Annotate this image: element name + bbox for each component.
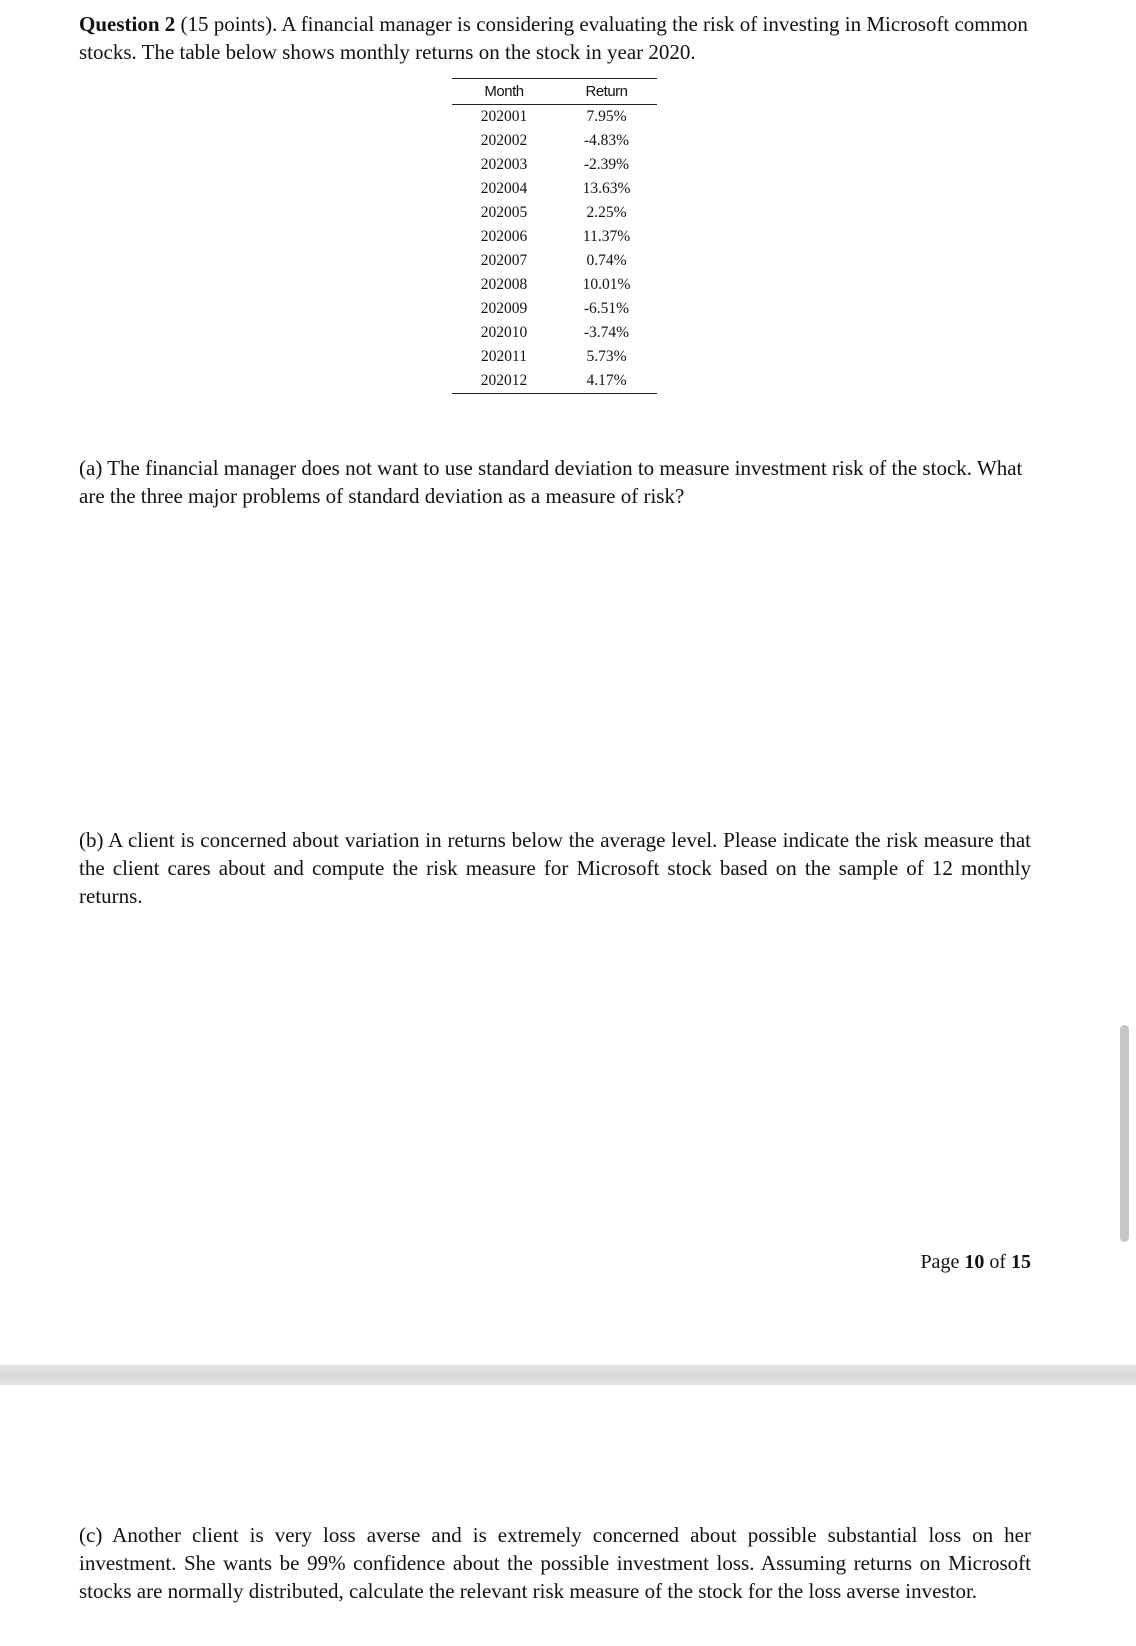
part-a-question: (a) The financial manager does not want to use standard deviation to measure investment risk of the stock. What are the three major problems of standard deviation as a measure of risk? bbox=[79, 456, 1023, 508]
month-cell: 202010 bbox=[480, 324, 528, 341]
table-row bbox=[452, 249, 657, 273]
month-cell: 202009 bbox=[480, 300, 528, 317]
month-cell: 202005 bbox=[480, 204, 528, 221]
vertical-scrollbar-thumb[interactable] bbox=[1120, 1025, 1129, 1242]
question-points: (15 points). bbox=[180, 12, 278, 36]
return-cell: 2.25% bbox=[586, 204, 627, 221]
return-cell: -3.74% bbox=[583, 324, 630, 341]
month-cell: 202002 bbox=[480, 132, 528, 149]
month-cell: 202012 bbox=[480, 372, 528, 389]
return-cell: -4.83% bbox=[583, 132, 630, 149]
return-cell: 10.01% bbox=[582, 276, 631, 293]
month-cell: 202007 bbox=[480, 252, 528, 269]
month-cell: 202006 bbox=[480, 228, 528, 245]
page-number-current: 10 bbox=[964, 1251, 985, 1273]
month-cell: 202001 bbox=[480, 108, 528, 125]
page-separator bbox=[0, 1365, 1136, 1385]
month-cell: 202008 bbox=[480, 276, 528, 293]
table-row bbox=[452, 345, 657, 369]
page-number-middle: of bbox=[984, 1251, 1011, 1273]
header-month: Month bbox=[452, 79, 556, 105]
page-number-total: 15 bbox=[1011, 1251, 1031, 1273]
return-cell: 5.73% bbox=[586, 348, 627, 365]
table-row bbox=[452, 153, 657, 177]
table-row bbox=[452, 105, 657, 130]
table-row bbox=[452, 297, 657, 321]
table-header-row bbox=[452, 79, 657, 105]
month-cell: 202003 bbox=[480, 156, 528, 173]
question-heading bbox=[79, 10, 1031, 66]
month-cell: 202011 bbox=[481, 348, 527, 365]
document-page-11 bbox=[0, 1385, 1136, 1646]
return-cell: -6.51% bbox=[583, 300, 630, 317]
return-cell: 4.17% bbox=[586, 372, 627, 389]
question-text: A financial manager is considering evaluating the risk of investing in Microsoft common stocks. The table below shows monthly returns on the stock in year 2020. bbox=[79, 12, 1028, 64]
table-row bbox=[452, 129, 657, 153]
question-label: Question 2 bbox=[79, 12, 176, 36]
part-b-question: (b) A client is concerned about variation in returns below the average level. Please indicate the risk measure that the client cares about and compute the risk measure for Microsoft stock based on the sample of 12 monthly returns. bbox=[79, 828, 1031, 908]
header-return: Return bbox=[556, 79, 657, 105]
table-row bbox=[452, 177, 657, 201]
part-c-question: (c) Another client is very loss averse and is extremely concerned about possible substantial loss on her investment. She wants be 99% confidence about the possible investment loss. Assuming returns on Microsoft stocks are normally distributed, calculate the relevant risk measure of the stock for the loss averse investor. bbox=[79, 1523, 1031, 1603]
return-cell: 11.37% bbox=[582, 228, 631, 245]
returns-table bbox=[452, 78, 657, 394]
month-cell: 202004 bbox=[480, 180, 528, 197]
return-cell: 13.63% bbox=[582, 180, 631, 197]
table-row bbox=[452, 321, 657, 345]
page-number bbox=[920, 1249, 1031, 1275]
page-number-prefix: Page bbox=[920, 1251, 965, 1273]
table-row bbox=[452, 369, 657, 394]
table-row bbox=[452, 225, 657, 249]
table-row bbox=[452, 273, 657, 297]
table-row bbox=[452, 201, 657, 225]
return-cell: 0.74% bbox=[586, 252, 627, 269]
return-cell: -2.39% bbox=[583, 156, 630, 173]
return-cell: 7.95% bbox=[586, 108, 627, 125]
